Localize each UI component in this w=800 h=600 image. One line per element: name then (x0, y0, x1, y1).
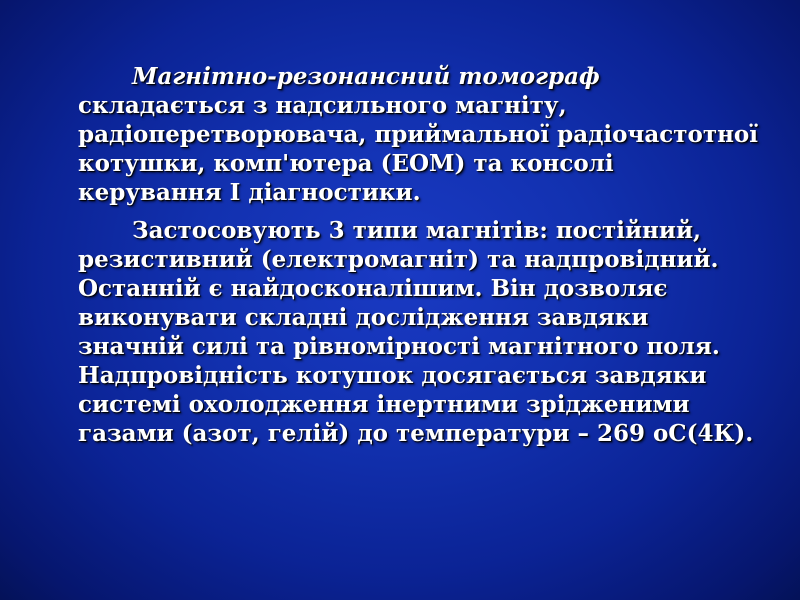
slide-body (78, 62, 758, 448)
paragraph-text: складається з надсильного магніту, радіоперетворювача, приймальної радіочастотної котушки, комп'ютера (ЕОМ) та консолі керування І діагностики. (78, 92, 759, 206)
paragraph-magnet-types (78, 216, 758, 448)
paragraph-lead-term: Магнітно-резонансний томограф (132, 63, 600, 90)
paragraph-text: Застосовують 3 типи магнітів: постійний, резистивний (електромагніт) та надпровідний. Останній є найдосконалішим. Він дозволяє виконувати складні дослідження завдяки значній силі та рівномірності магнітного поля. Надпровідність котушок досягається завдяки системі охолодження інертними зрідженими газами (азот, гелій) до температури – 269 оС(4К). (78, 217, 754, 447)
paragraph-tomograph-composition (78, 62, 758, 207)
